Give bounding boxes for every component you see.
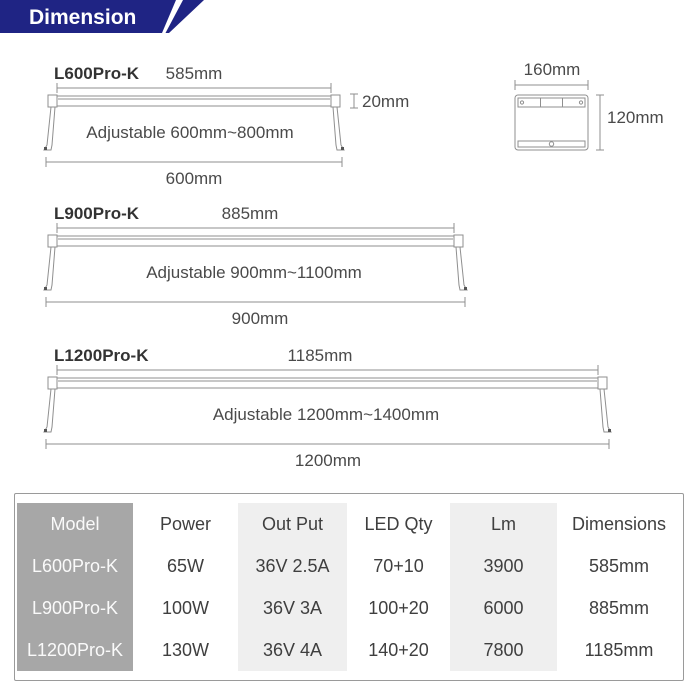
top-dimension-line <box>57 83 331 93</box>
overall-length-dimension: 600mm <box>165 169 223 188</box>
side-profile <box>515 95 588 150</box>
cell-l600-led-qty: 70+10 <box>373 555 424 576</box>
side-top-dimension-line <box>515 80 588 90</box>
light-bar <box>48 377 607 389</box>
cell-l1200-output: 36V 4A <box>238 629 347 671</box>
cell-l900-led-qty: 100+20 <box>368 597 429 618</box>
overall-length-dimension: 1200mm <box>294 451 362 470</box>
cell-l1200-dimensions: 1185mm <box>584 639 654 660</box>
bottom-dimension-line <box>46 157 342 167</box>
model-label: L600Pro-K <box>54 64 140 83</box>
spec-table <box>14 493 684 681</box>
cell-l1200-model: L1200Pro-K <box>17 629 133 671</box>
top-dimension-line <box>57 223 454 233</box>
drawing-l1200pro-k <box>42 338 622 474</box>
thickness-indicator <box>350 94 358 108</box>
column-header-output: Out Put <box>238 503 347 545</box>
cell-l600-dimensions: 585mm <box>588 555 650 576</box>
cell-l900-dimensions: 885mm <box>588 597 650 618</box>
cell-l600-output: 36V 2.5A <box>238 545 347 587</box>
column-header-dimensions: Dimensions <box>571 513 667 534</box>
cell-l600-lm: 3900 <box>450 545 557 587</box>
cell-l1200-lm: 7800 <box>450 629 557 671</box>
cell-l600-power: 65W <box>166 555 204 576</box>
side-view-drawing <box>505 55 680 160</box>
body-length-dimension: 1185mm <box>287 346 353 365</box>
adjustable-range-label: Adjustable 600mm~800mm <box>86 123 294 142</box>
thickness-dimension: 20mm <box>362 92 410 111</box>
bottom-dimension-line <box>46 439 609 449</box>
drawing-l900pro-k <box>42 198 482 330</box>
adjustable-range-label: Adjustable 900mm~1100mm <box>146 263 362 282</box>
model-label: L900Pro-K <box>54 204 140 223</box>
cell-l900-output: 36V 3A <box>238 587 347 629</box>
light-bar <box>48 235 463 247</box>
side-height-dimension: 120mm <box>607 108 664 127</box>
bottom-dimension-line <box>46 297 465 307</box>
dimension-header-badge <box>0 0 215 33</box>
page-title: Dimension <box>29 6 137 29</box>
column-header-lm: Lm <box>450 503 557 545</box>
cell-l1200-power: 130W <box>161 639 210 660</box>
body-length-dimension: 885mm <box>221 204 279 223</box>
cell-l900-model: L900Pro-K <box>17 587 133 629</box>
column-header-model: Model <box>17 503 133 545</box>
cell-l900-lm: 6000 <box>450 587 557 629</box>
column-header-led-qty: LED Qty <box>364 513 433 534</box>
top-dimension-line <box>57 365 598 375</box>
body-length-dimension: 585mm <box>165 64 223 83</box>
light-bar <box>48 95 340 107</box>
side-width-dimension: 160mm <box>523 60 581 79</box>
side-height-dimension-line <box>596 95 604 150</box>
column-header-power: Power <box>159 513 212 534</box>
model-label: L1200Pro-K <box>54 346 149 365</box>
cell-l1200-led-qty: 140+20 <box>368 639 429 660</box>
drawing-l600pro-k <box>42 58 422 190</box>
adjustable-range-label: Adjustable 1200mm~1400mm <box>212 405 440 424</box>
spec-table-grid <box>17 503 681 671</box>
overall-length-dimension: 900mm <box>231 309 289 328</box>
cell-l600-model: L600Pro-K <box>17 545 133 587</box>
cell-l900-power: 100W <box>161 597 210 618</box>
